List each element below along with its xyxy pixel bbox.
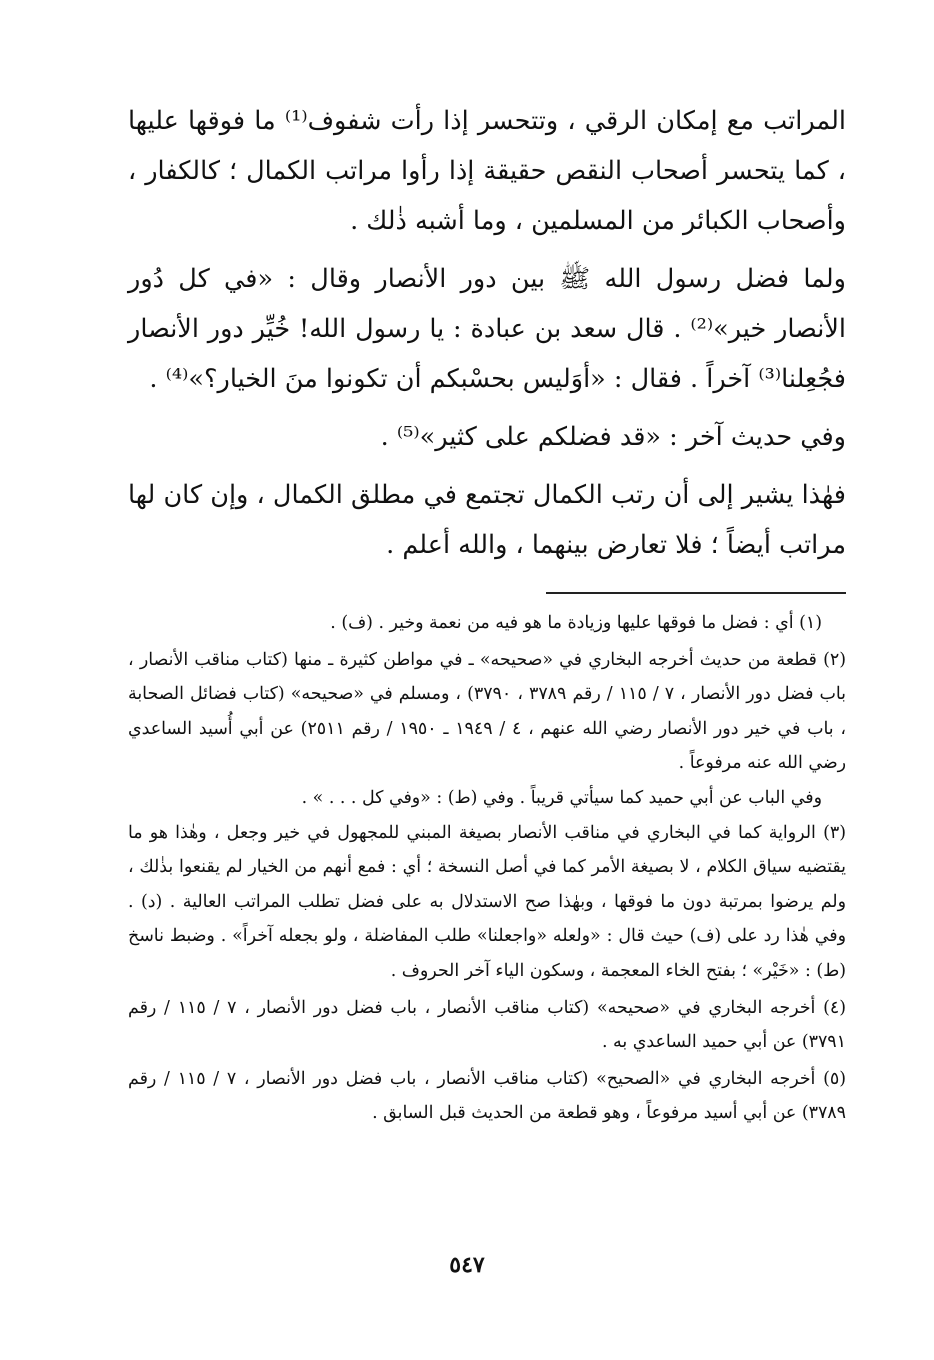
footnote-3: (٣) الرواية كما في البخاري في مناقب الأنصار بصيغة المبني للمجهول في خير وجعل ، وهٰذا هو ما يقتضيه سياق الكلام ، لا بصيغة الأمر كما في أصل النسخة ؛ أي : فمع أنهم من الخيار لم يقنعوا بذٰلك ، ولم يرضوا بمرتبة دون ما فوقها ، وبهٰذا صح الاستدلال به على فضل تطلب المراتب العالية . (د) . وفي هٰذا رد على (ف) حيث قال : «ولعله «واجعلنا» طلب المفاضلة ، ولو بجعله آخراً» . وضبط ناسخ (ط) : «خَيْر» ؛ بفتح الخاء المعجمة ، وسكون الياء آخر الحروف .	[128, 822, 846, 981]
footnote-1: (١) أي : فضل ما فوقها عليها وزيادة ما هو فيه من نعمة وخير . (ف) .	[330, 613, 822, 633]
paragraph-3: وفي حديث آخر : «قد فضلكم على كثير»⁽⁵⁾ .	[380, 422, 846, 452]
footnote-5: (٥) أخرجه البخاري في «الصحيح» (كتاب مناقب الأنصار ، باب فضل دور الأنصار ، ٧ / ١١٥ / رقم ٣٧٨٩) عن أبي أسيد مرفوعاً ، وهو قطعة من الحديث قبل السابق .	[128, 1068, 846, 1124]
page-number: ٥٤٧	[449, 1252, 485, 1278]
paragraph-4: فهٰذا يشير إلى أن رتب الكمال تجتمع في مطلق الكمال ، وإن كان لها مراتب أيضاً ؛ فلا تعارض بينهما ، والله أعلم .	[128, 480, 846, 560]
footnote-2: (٢) قطعة من حديث أخرجه البخاري في «صحيحه» ـ في مواطن كثيرة ـ منها (كتاب مناقب الأنصار ، باب فضل دور الأنصار ، ٧ / ١١٥ / رقم ٣٧٨٩ ، ٣٧٩٠) ، ومسلم في «صحيحه» (كتاب فضائل الصحابة ، باب في خير دور الأنصار رضي الله عنهم ، ٤ / ١٩٤٩ ـ ١٩٥٠ / رقم ٢٥١١) عن أبي أُسيد الساعدي رضي الله عنه مرفوعاً .	[128, 649, 847, 774]
footnote-separator	[546, 592, 846, 594]
footnote-4: (٤) أخرجه البخاري في «صحيحه» (كتاب مناقب الأنصار ، باب فضل دور الأنصار ، ٧ / ١١٥ / رقم ٣٧٩١) عن أبي حميد الساعدي به .	[128, 997, 847, 1053]
footnote-2-note: وفي الباب عن أبي حميد كما سيأتي قريباً . وفي (ط) : «وفي كل . . . » .	[301, 787, 822, 808]
main-text	[128, 96, 846, 570]
book-page	[128, 96, 846, 1131]
footnotes	[128, 606, 846, 1131]
paragraph-1: المراتب مع إمكان الرقي ، وتتحسر إذا رأت شفوف⁽¹⁾ ما فوقها عليها ، كما يتحسر أصحاب النقص حقيقة إذا رأوا مراتب الكمال ؛ كالكفار ، وأصحاب الكبائر من المسلمين ، وما أشبه ذٰلك .	[128, 106, 846, 236]
paragraph-2: ولما فضل رسول الله ﷺ بين دور الأنصار وقال : «في كل دُور الأنصار خير»⁽²⁾ . قال سعد بن عبادة : يا رسول الله! خُيِّر دور الأنصار فجُعِلنا⁽³⁾ آخراً . فقال : «أوَليس بحسْبكم أن تكونوا منَ الخيار؟»⁽⁴⁾ .	[128, 264, 846, 394]
